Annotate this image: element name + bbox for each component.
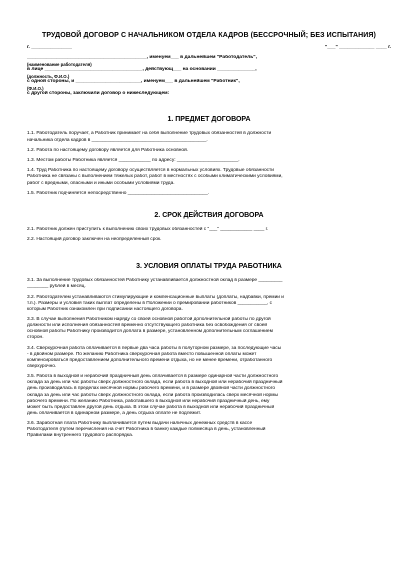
clause-line: 1.2. Работа по настоящему договору является для Работника основной. <box>27 147 189 153</box>
clause-line: может быть предоставлен другой день отдыха. В этом случае работа в выходной или нерабочий праздничный <box>27 404 275 410</box>
clause-line: 2.2. Настоящий договор заключен на неопределенный срок. <box>27 237 162 243</box>
section-1-items <box>27 131 391 197</box>
clause-1-1 <box>27 131 391 143</box>
clause-line: 3.1. За выполнение трудовых обязанностей Работнику устанавливается должностной оклад в размере _________ <box>27 278 283 284</box>
clause-line: должности или исполнения обязанностей временно отсутствующего работника без освобождения от своей <box>27 323 268 329</box>
date-line: "___" _____________ ____ г. <box>324 45 391 50</box>
clause-line: ________ рублей в месяц. <box>27 284 86 290</box>
clause-line: оклада за день или час работы сверх должностного оклада, если работа производилась сверх месячной нормы <box>27 392 278 398</box>
clause-line: 1.5. Работник подчиняется непосредственно ______________________________. <box>27 190 210 196</box>
section-heading: 2. СРОК ДЕЙСТВИЯ ДОГОВОРА <box>154 211 264 219</box>
clause-line: 3.2. Работодателем устанавливаются стимулирующие и компенсационные выплаты (доплаты, надбавки, премии и <box>27 294 284 300</box>
clause-3-5 <box>27 374 391 417</box>
clause-line: рабочего времени. По желанию Работника, работавшего в выходной или нерабочий праздничный день, ему <box>27 398 270 404</box>
employee-line: с одной стороны, и ________________________, именуем___ в дальнейшем "Работник", <box>27 79 240 85</box>
clause-line: 1.1. Работодатель поручает, а Работник принимает на себя выполнение трудовых обязанностей в должности <box>27 131 272 137</box>
clause-1-3 <box>27 158 391 164</box>
clause-line: которым Работник ознакомлен при подписании настоящего договора. <box>27 306 183 312</box>
place-date-row <box>27 45 391 51</box>
section-heading: 1. ПРЕДМЕТ ДОГОВОРА <box>167 116 251 124</box>
section-heading: 3. УСЛОВИЯ ОПЛАТЫ ТРУДА РАБОТНИКА <box>136 263 282 271</box>
clause-line: сторон. <box>27 335 44 341</box>
clause-line: 3.5. Работа в выходной и нерабочий праздничный день оплачивается в размере одинарной части должностного <box>27 374 279 380</box>
clause-line: день производилась в пределах месячной нормы рабочего времени, и в размере двойной части должностного <box>27 386 276 392</box>
clause-line: - в двойном размере. По желанию Работника сверхурочная работа вместо повышенной оплаты может <box>27 351 257 357</box>
clause-line: 2.1. Работник должен приступить к выполнению своих трудовых обязанностей с "___" ____________ ____ г. <box>27 226 269 232</box>
place-line: г. _______________ <box>27 45 73 50</box>
clause-1-5 <box>27 191 391 197</box>
clause-2-2 <box>27 237 391 243</box>
section-3-items <box>27 278 391 439</box>
employee-caption: (Ф.И.О.) <box>27 85 44 91</box>
clause-line: сверхурочно. <box>27 363 57 369</box>
clause-line: 3.6. Заработная плата Работнику выплачивается путем выдачи наличных денежных средств в кассе <box>27 421 253 427</box>
clause-2-1 <box>27 227 391 233</box>
clause-line: день оплачивается в одинарном размере, а день отдыха оплате не подлежит. <box>27 410 202 416</box>
clause-line: т.п.). Размеры и условия таких выплат определены в Положении о премировании работников ___________, с <box>27 300 273 306</box>
clause-line: 1.4. Труд Работника по настоящему договору осуществляется в нормальных условиях. Трудовые обязанности <box>27 168 274 174</box>
representative-caption: (должность, Ф.И.О.) <box>27 73 70 79</box>
clause-line: 1.3. Местом работы Работника является ____________ по адресу: _______________________. <box>27 158 240 164</box>
clause-3-2 <box>27 295 391 313</box>
clause-line: основной работы Работнику производится доплата в размере, установленном дополнительным соглашением <box>27 329 273 335</box>
employer-caption: (наименование работодателя) <box>27 61 92 67</box>
clause-3-1 <box>27 278 391 290</box>
clause-line: начальника отдела кадров в ___________________________________________. <box>27 137 208 143</box>
clause-line: 3.4. Сверхурочная работа оплачивается в первые два часа работы в полуторном размере, за последующие часы <box>27 345 282 351</box>
clause-line: оклада за день или час работы сверх должностного оклада, если работа в выходной или нерабочий праздничный <box>27 380 283 386</box>
clause-3-3 <box>27 317 391 341</box>
employer-line: ____________________________________________, именуем___ в дальнейшем "Работодатель", <box>27 55 257 61</box>
section-2-items <box>27 227 391 243</box>
parties-block <box>27 55 391 97</box>
representative-line: в лице ____________________________________, действующ___ на основании ______________, <box>27 67 257 73</box>
clause-line: Работника не связаны с выполнением тяжелых работ, работ в местностях с особыми климатическими условиями, <box>27 174 283 180</box>
clause-line: компенсироваться предоставлением дополнительного времени отдыха, но не менее времени, отработанного <box>27 357 273 363</box>
clause-line: 3.3. В случае выполнения Работником наряду со своей основной работой дополнительной работы по другой <box>27 317 271 323</box>
clause-1-2 <box>27 148 391 154</box>
clause-line: Правилами внутреннего трудового распорядка. <box>27 433 134 439</box>
clause-3-6 <box>27 421 391 439</box>
clause-line: работ с вредными, опасными и иными особыми условиями труда. <box>27 180 175 186</box>
clause-1-4 <box>27 168 391 186</box>
document-title: ТРУДОВОЙ ДОГОВОР С НАЧАЛЬНИКОМ ОТДЕЛА КАДРОВ (БЕССРОЧНЫЙ; БЕЗ ИСПЫТАНИЯ) <box>42 32 376 39</box>
clause-line: Работодателя (путем перечисления на счет Работника в банке) каждые полмесяца в день, установленный <box>27 427 266 433</box>
agreement-line: с другой стороны, заключили договор о нижеследующем: <box>27 91 170 97</box>
clause-3-4 <box>27 346 391 370</box>
